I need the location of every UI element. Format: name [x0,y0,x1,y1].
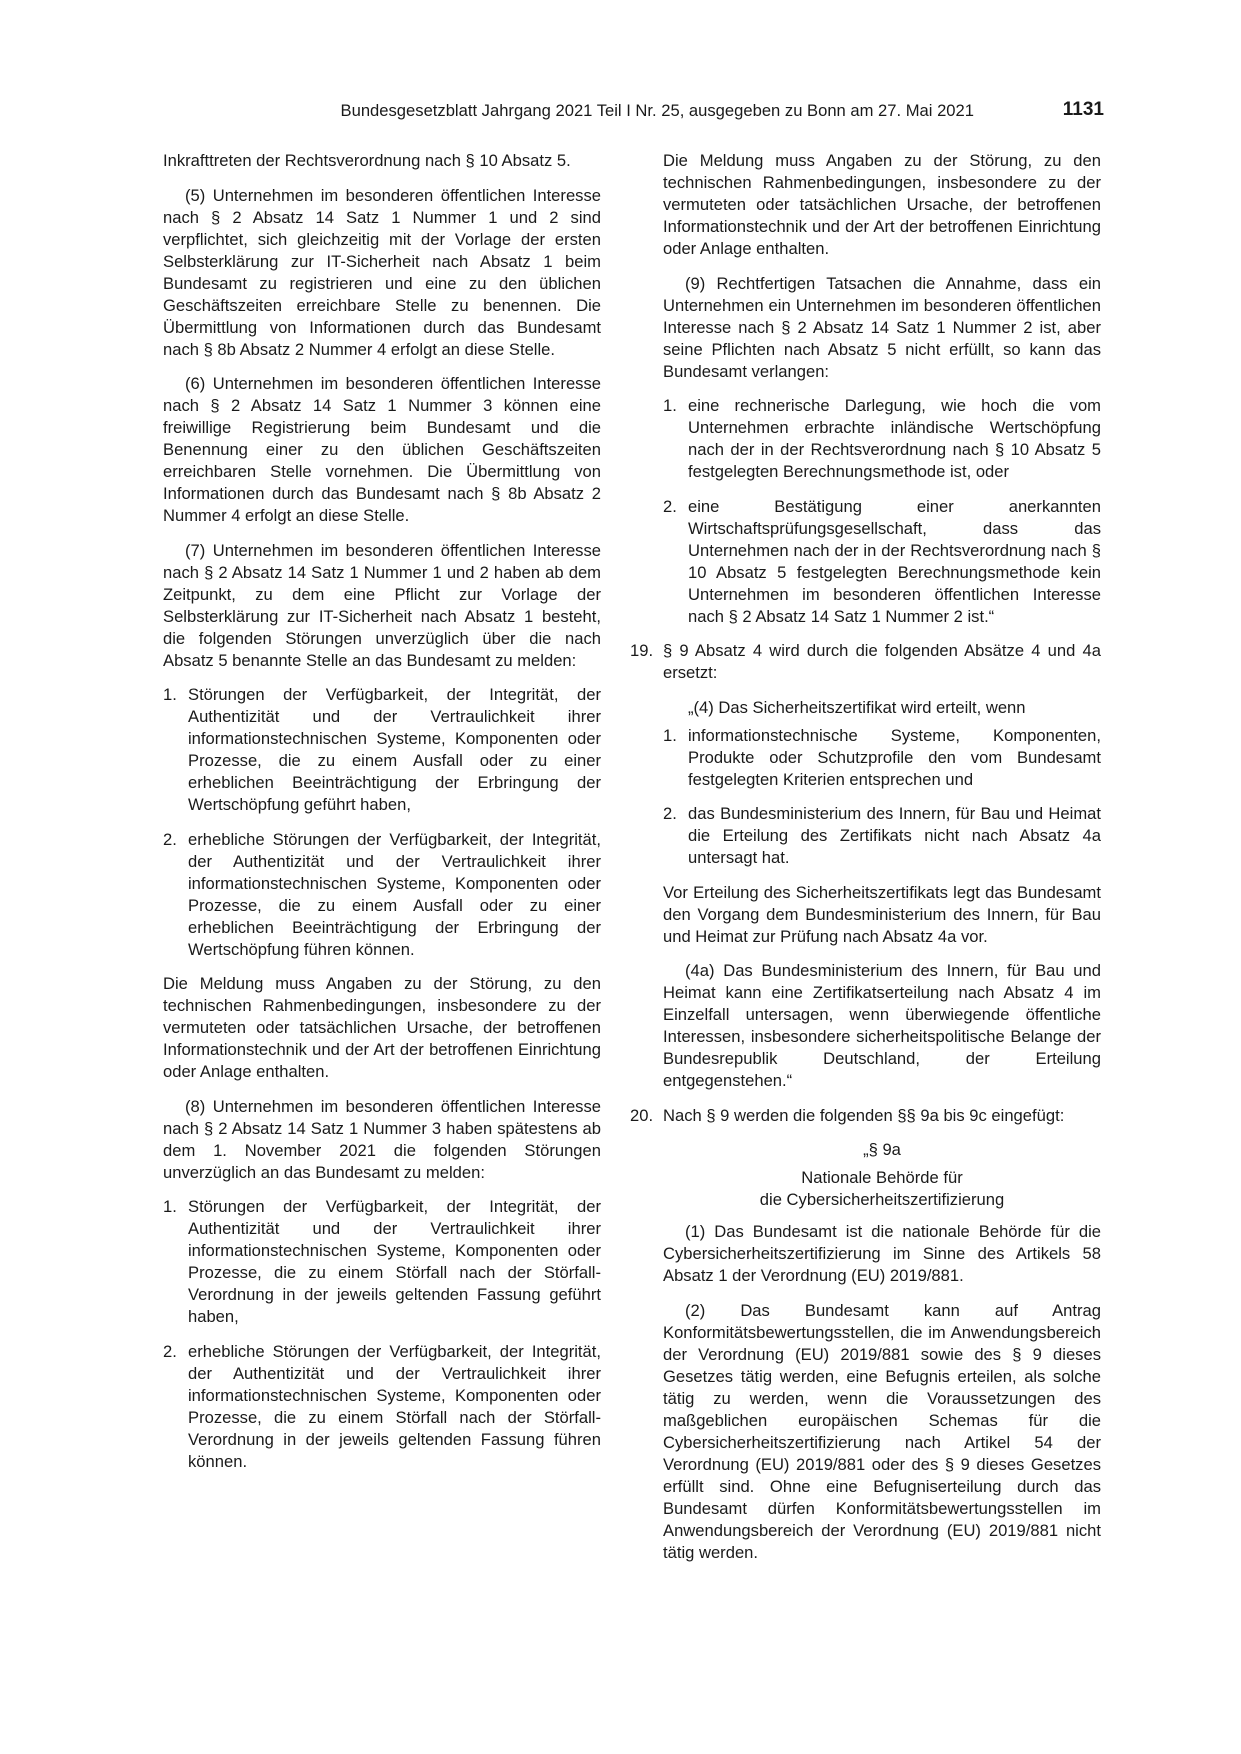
list-item [663,496,1101,628]
amendment-item-20 [630,1105,1101,1127]
list-item [163,1341,601,1473]
paragraph-4a: (4a) Das Bundesministerium des Innern, für Bau und Heimat kann eine Zertifikatserteilung nach Absatz 4 im Einzelfall untersagen, wenn überwiegende öffentliche Interessen, insbesondere sicherheitspolitische Belange der Bundesrepublik Deutschland, der Erteilung entgegenstehen.“ [663,961,1101,1090]
list-number: 1. [163,1197,177,1216]
page-header [160,100,1104,126]
amendment-text: Nach § 9 werden die folgenden §§ 9a bis 9c eingefügt: [663,1105,1065,1125]
section-paragraph-2: (2) Das Bundesamt kann auf Antrag Konformitätsbewertungsstellen, die im Anwendungsbereich der Verordnung (EU) 2019/881 sowie des § 9 dieses Gesetzes tätig werden, eine Befugnis erteilen, als solche tätig zu werden, wenn die Voraussetzungen des maßgeblichen europäischen Schemas für die Cybersicherheitszertifizierung nach Artikel 54 der Verordnung (EU) 2019/881 oder des § 9 dieses Gesetzes erfüllt sind. Ohne eine Befugniserteilung durch das Bundesamt dürfen Konformitätsbewertungsstellen im Anwendungsbereich der Verordnung (EU) 2019/881 nicht tätig werden. [663,1300,1101,1562]
list-text: Störungen der Verfügbarkeit, der Integrität, der Authentizität und der Vertraulichkeit ihrer informationstechnischen Systeme, Komponenten oder Prozesse, die zu einem Störfall nach der Störfall-Verordnung in der jeweils geltenden Fassung geführt haben, [188,1197,601,1326]
amendment-text: § 9 Absatz 4 wird durch die folgenden Absätze 4 und 4a ersetzt: [663,641,1101,682]
list-text: Störungen der Verfügbarkeit, der Integrität, der Authentizität und der Vertraulichkeit ihrer informationstechnischen Systeme, Komponenten oder Prozesse, die zu einem Ausfall oder zu einer erheblichen Beeinträchtigung der Erbringung der Wertschöpfung geführt haben, [188,685,601,814]
amendment-item-19 [630,640,1101,684]
page-number: 1131 [1062,99,1104,120]
list-item [663,725,1101,791]
right-column [630,150,1101,1576]
list-number: 2. [663,804,677,823]
section-paragraph-1: (1) Das Bundesamt ist die nationale Behörde für die Cybersicherheitszertifizierung im Sinne des Artikels 58 Absatz 1 der Verordnung (EU) 2019/881. [663,1222,1101,1285]
list-text: das Bundesministerium des Innern, für Bau und Heimat die Erteilung des Zertifikats nicht nach Absatz 4a untersagt hat. [688,804,1101,867]
list-number: 1. [663,396,677,415]
list-number: 1. [163,685,177,704]
paragraph-7: (7) Unternehmen im besonderen öffentlichen Interesse nach § 2 Absatz 14 Satz 1 Nummer 1 und 2 haben ab dem Zeitpunkt, zu dem eine Pflicht zur Vorlage der Selbsterklärung zur IT-Sicherheit nach Absatz 1 besteht, die folgenden Störungen unverzüglich über die nach Absatz 5 benannte Stelle an das Bundesamt zu melden: [163,540,601,670]
paragraph-7-note: Die Meldung muss Angaben zu der Störung, zu den technischen Rahmenbedingungen, insbesondere zu der vermuteten oder tatsächlichen Ursache, der betroffenen Informationstechnik und der Art der betroffenen Einrichtung oder Anlage enthalten. [163,974,601,1081]
list-number: 1. [663,725,677,745]
list-text: eine Bestätigung einer anerkannten Wirtschaftsprüfungsgesellschaft, dass das Unternehmen nach der in der Rechtsverordnung nach § 10 Absatz 5 festgelegten Berechnungsmethode kein Unternehmen im besonderen öffentlichen Interesse nach § 2 Absatz 14 Satz 1 Nummer 2 ist.“ [688,496,1101,626]
list-item [163,684,601,816]
list-item [663,803,1101,869]
list-item [163,1196,601,1328]
section-number: „§ 9a [863,1140,901,1159]
list-text: erhebliche Störungen der Verfügbarkeit, der Integrität, der Authentizität und der Vertraulichkeit ihrer informationstechnischen Systeme, Komponenten oder Prozesse, die zu einem Ausfall oder zu einer erheblichen Beeinträchtigung der Erbringung der Wertschöpfung führen können. [188,829,601,959]
amendment-number: 19. [630,641,654,660]
list-number: 2. [163,1341,177,1361]
amendment-number: 20. [630,1105,654,1125]
list-text: eine rechnerische Darlegung, wie hoch die vom Unternehmen erbrachte inländische Wertschöpfung nach der in der Rechtsverordnung nach § 10 Absatz 5 festgelegten Berechnungsmethode ist, oder [688,396,1101,481]
list-item [663,395,1101,483]
paragraph-6: (6) Unternehmen im besonderen öffentlichen Interesse nach § 2 Absatz 14 Satz 1 Nummer 3 können eine freiwillige Registrierung beim Bundesamt und die Benennung einer zu den üblichen Geschäftszeiten erreichbaren Stelle vornehmen. Die Übermittlung von Informationen durch das Bundesamt nach § 8b Absatz 2 Nummer 4 erfolgt an diese Stelle. [163,374,601,525]
paragraph-8-note: Die Meldung muss Angaben zu der Störung, zu den technischen Rahmenbedingungen, insbesondere zu der vermuteten oder tatsächlichen Ursache, der betroffenen Informationstechnik und der Art der betroffenen Einrichtung oder Anlage enthalten. [663,151,1101,258]
list-item [163,829,601,961]
paragraph-8: (8) Unternehmen im besonderen öffentlichen Interesse nach § 2 Absatz 14 Satz 1 Nummer 3 haben spätestens ab dem 1. November 2021 die folgenden Störungen unverzüglich an das Bundesamt zu melden: [163,1096,601,1182]
left-column [163,150,601,1485]
paragraph-4-note: Vor Erteilung des Sicherheitszertifikats legt das Bundesamt den Vorgang dem Bundesministerium des Innern, für Bau und Heimat zur Prüfung nach Absatz 4a vor. [663,882,1101,946]
paragraph-continuation: Inkrafttreten der Rechtsverordnung nach § 10 Absatz 5. [163,151,571,170]
list-text: informationstechnische Systeme, Komponenten, Produkte oder Schutzprofile den vom Bundesamt festgelegten Kriterien entsprechen und [688,725,1101,789]
section-title-line-2: die Cybersicherheitszertifizierung [759,1190,1005,1209]
running-head: Bundesgesetzblatt Jahrgang 2021 Teil I Nr. 25, ausgegeben zu Bonn am 27. Mai 2021 [340,101,974,120]
quoted-paragraph-4: „(4) Das Sicherheitszertifikat wird erteilt, wenn [688,697,1026,717]
section-title-line-1: Nationale Behörde für [801,1168,963,1187]
paragraph-9: (9) Rechtfertigen Tatsachen die Annahme, dass ein Unternehmen ein Unternehmen im besonderen öffentlichen Interesse nach § 2 Absatz 14 Satz 1 Nummer 2 ist, aber seine Pflichten nach Absatz 5 nicht erfüllt, so kann das Bundesamt verlangen: [663,273,1101,381]
list-text: erhebliche Störungen der Verfügbarkeit, der Integrität, der Authentizität und der Vertraulichkeit ihrer informationstechnischen Systeme, Komponenten oder Prozesse, die zu einem Störfall nach der Störfall-Verordnung in der jeweils geltenden Fassung führen können. [188,1341,601,1471]
list-number: 2. [663,496,677,516]
list-number: 2. [163,829,177,849]
paragraph-5: (5) Unternehmen im besonderen öffentlichen Interesse nach § 2 Absatz 14 Satz 1 Nummer 1 und 2 sind verpflichtet, sich gleichzeitig mit der Vorlage der ersten Selbsterklärung zur IT-Sicherheit nach Absatz 1 beim Bundesamt zu registrieren und eine zu den üblichen Geschäftszeiten erreichbare Stelle zu benennen. Die Übermittlung von Informationen durch das Bundesamt nach § 8b Absatz 2 Nummer 4 erfolgt an diese Stelle. [163,185,601,359]
section-title [663,1167,1101,1211]
